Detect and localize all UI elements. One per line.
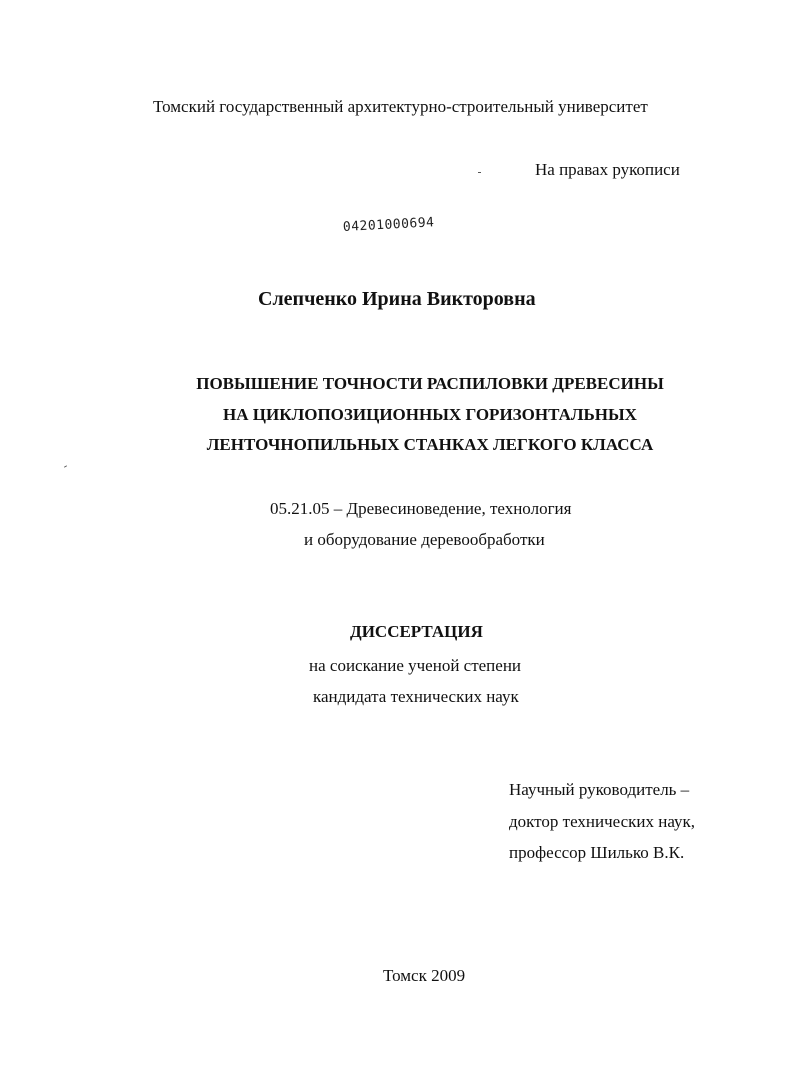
degree-line-2: кандидата технических наук	[313, 687, 519, 706]
university-name: Томский государственный архитектурно-строительный университет	[153, 97, 648, 116]
supervisor-line-3: профессор Шилько В.К.	[509, 843, 685, 862]
scan-speck	[478, 172, 481, 173]
thesis-title-line-3: ЛЕНТОЧНОПИЛЬНЫХ СТАНКАХ ЛЕГКОГО КЛАССА	[206, 435, 654, 454]
city-year: Томск 2009	[383, 966, 466, 985]
rights-notice: На правах рукописи	[535, 160, 680, 179]
dissertation-label: ДИССЕРТАЦИЯ	[350, 622, 483, 641]
specialty-line-2: и оборудование деревообработки	[304, 530, 545, 549]
supervisor-line-2: доктор технических наук,	[509, 812, 696, 831]
author-name: Слепченко Ирина Викторовна	[258, 288, 536, 310]
registration-stamp: 04201000694	[342, 215, 435, 235]
specialty-line-1: 05.21.05 – Древесиноведение, технология	[270, 499, 572, 518]
scan-speck	[64, 465, 67, 467]
supervisor-line-1: Научный руководитель –	[509, 780, 690, 799]
degree-line-1: на соискание ученой степени	[309, 656, 522, 675]
thesis-title-line-1: ПОВЫШЕНИЕ ТОЧНОСТИ РАСПИЛОВКИ ДРЕВЕСИНЫ	[196, 374, 664, 393]
thesis-title-line-2: НА ЦИКЛОПОЗИЦИОННЫХ ГОРИЗОНТАЛЬНЫХ	[223, 405, 637, 424]
